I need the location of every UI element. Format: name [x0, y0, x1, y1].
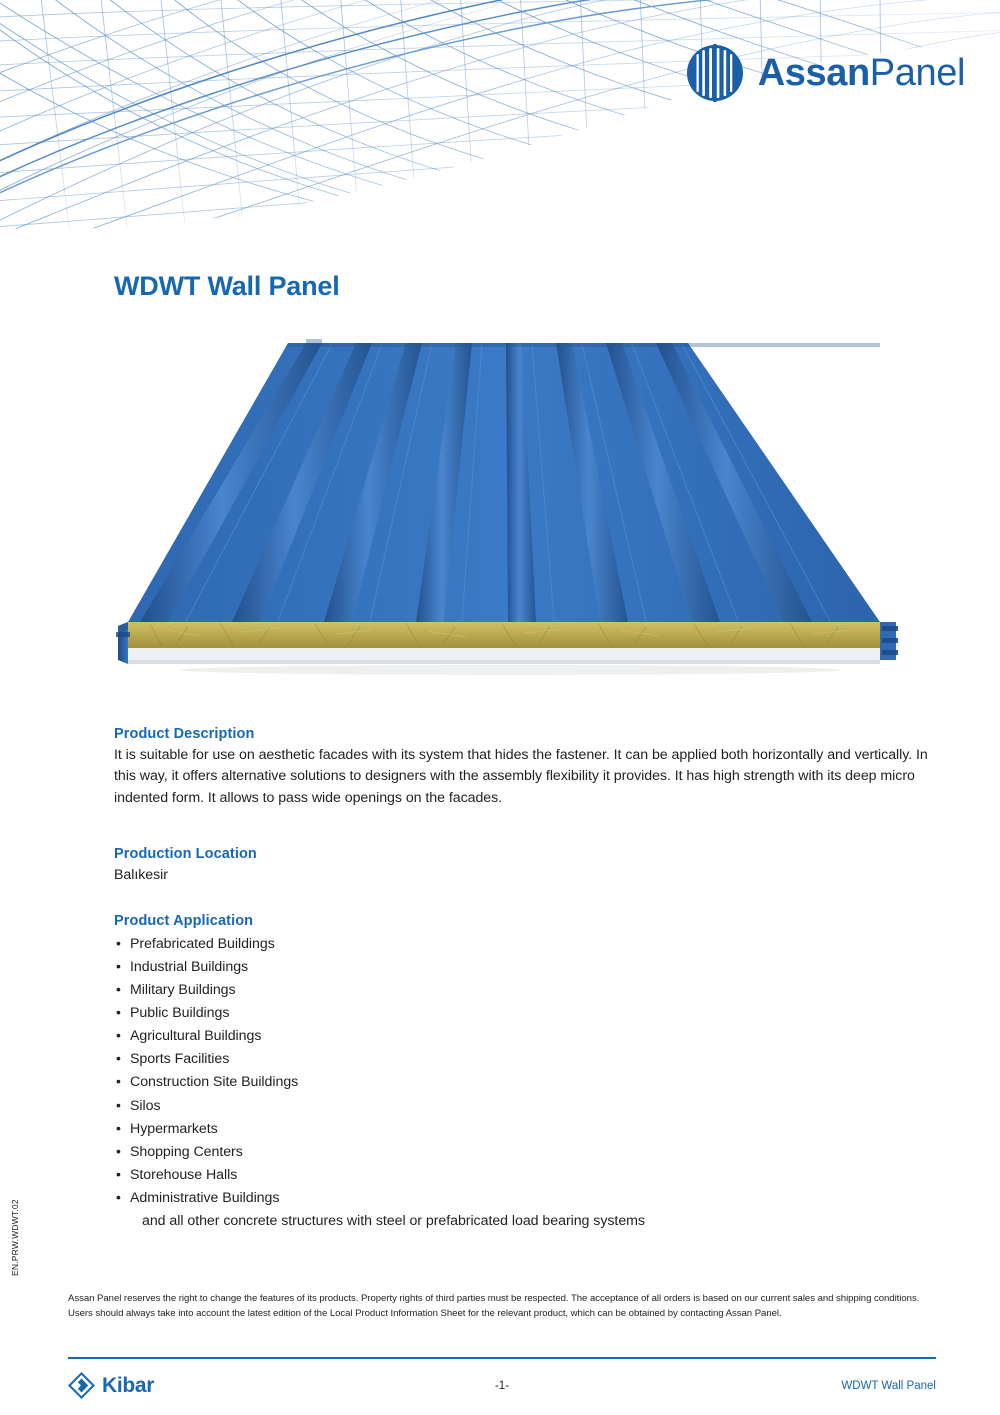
- brand-name-light: Panel: [869, 52, 965, 94]
- page-title: WDWT Wall Panel: [114, 271, 340, 301]
- application-list: [114, 933, 942, 1211]
- product-application-heading: Product Application: [114, 912, 254, 929]
- list-item: • Sports Facilities: [114, 1048, 942, 1071]
- list-item: • Hypermarkets: [114, 1118, 942, 1141]
- list-item: • Military Buildings: [114, 979, 942, 1002]
- disclaimer-text: Assan Panel reserves the right to change the features of its products. Property rights of third parties must be respected. The acceptance of all orders is based on our current sales and shipping conditions. Users should always take into account the latest edition of the Local Product Information Sheet for the relevant product, which can be obtained by contacting Assan Panel.: [68, 1293, 920, 1319]
- kibar-wordmark: Kibar: [102, 1373, 155, 1397]
- brand-name-bold: Assan: [757, 52, 870, 94]
- list-item: • Prefabricated Buildings: [114, 933, 942, 956]
- list-item: • Storehouse Halls: [114, 1164, 942, 1187]
- production-location-heading: Production Location: [114, 845, 257, 862]
- list-item: • Agricultural Buildings: [114, 1025, 942, 1048]
- section-production-location: [114, 846, 942, 887]
- page-footer: [68, 1363, 936, 1408]
- application-list-tail: and all other concrete structures with steel or prefabricated load bearing systems: [142, 1213, 645, 1230]
- list-item: • Silos: [114, 1095, 942, 1118]
- document-code: [10, 1116, 20, 1276]
- section-product-application: [114, 913, 942, 1234]
- footer-product-label: WDWT Wall Panel: [841, 1379, 936, 1392]
- document-content: [114, 272, 942, 1233]
- page-number: -1-: [494, 1379, 510, 1392]
- list-item: • Industrial Buildings: [114, 956, 942, 979]
- list-item: • Construction Site Buildings: [114, 1071, 942, 1094]
- brand-wordmark: [758, 54, 965, 92]
- section-product-description: [114, 726, 942, 810]
- assan-circle-bars-icon: [686, 44, 744, 102]
- product-description-heading: Product Description: [114, 725, 255, 742]
- kibar-diamond-icon: [68, 1372, 95, 1399]
- product-description-text: It is suitable for use on aesthetic facades with its system that hides the fastener. It can be applied both horizontally and vertically. In this way, it offers alternative solutions to designers with the assembly flexibility it provides. It has high strength with its deep micro indented form. It allows to pass wide openings on the facades.: [114, 746, 928, 807]
- kibar-logo: [68, 1372, 354, 1399]
- list-item: • Administrative Buildings: [114, 1187, 942, 1210]
- production-location-value: Balıkesir: [114, 866, 168, 883]
- assan-panel-logo: [686, 44, 965, 102]
- list-item: • Public Buildings: [114, 1002, 942, 1025]
- document-code-text: EN.PRW.WDWT.02: [10, 1199, 20, 1276]
- wireframe-mesh-wave-graphic: [0, 0, 1000, 235]
- list-item: • Shopping Centers: [114, 1141, 942, 1164]
- footer-divider: [68, 1357, 936, 1359]
